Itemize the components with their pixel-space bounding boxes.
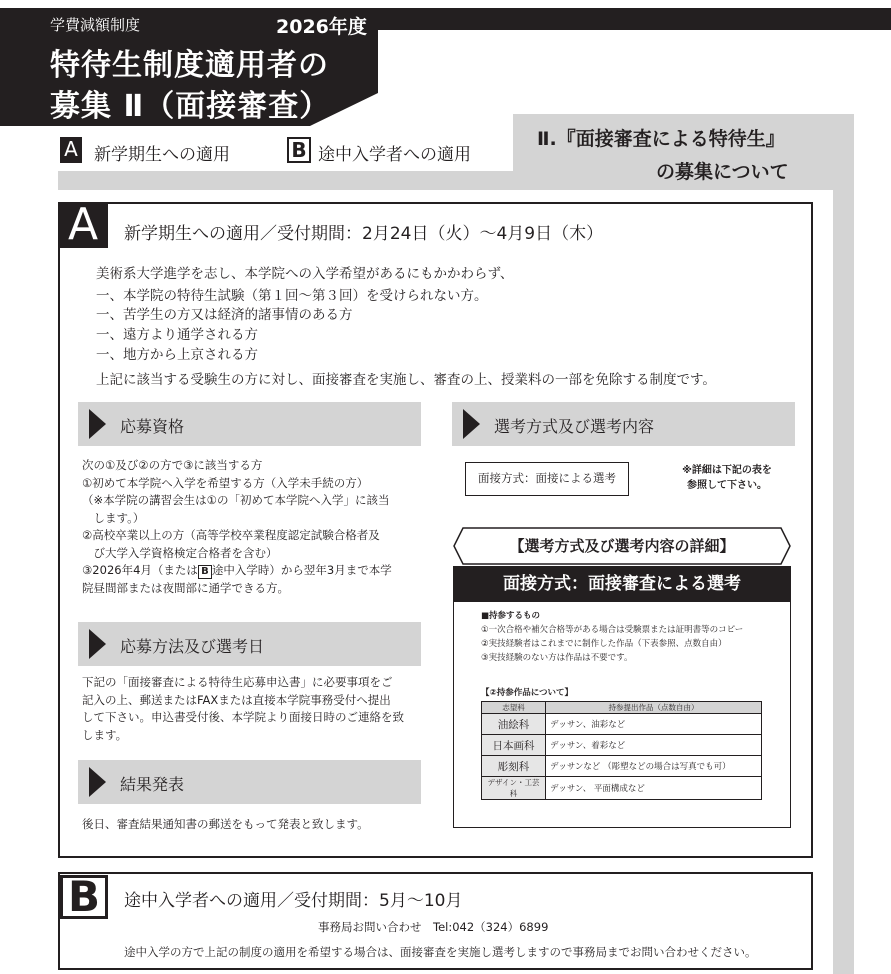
method-header [78, 622, 421, 666]
interview-method-box: 面接方式：面接による選考 [465, 462, 629, 496]
header-subtitle: 学費減額制度 [50, 16, 141, 34]
works-items: デッサン、着彩など [546, 735, 762, 756]
triangle-icon [463, 409, 480, 439]
intro-line: 美術系大学進学を志し、本学院への入学希望があるにもかかわらず、 [96, 266, 514, 282]
table-row [482, 756, 762, 777]
eligibility-line [82, 562, 422, 580]
works-table [481, 701, 762, 800]
bring-item: ③実技経験のない方は作品は不要です。 [481, 653, 633, 663]
selection-note-line: ※詳細は下記の表を [682, 465, 772, 476]
eligibility-title: 応募資格 [120, 417, 185, 436]
triangle-icon [89, 409, 106, 439]
result-header [78, 760, 421, 804]
result-title: 結果発表 [120, 775, 185, 794]
nav-a-label: 新学期生への適用 [94, 145, 230, 165]
detail-banner-title: 【選考方式及び選考内容の詳細】 [509, 537, 735, 555]
intro-line: 一、苦学生の方又は経済的諸事情のある方 [96, 307, 353, 323]
section-a-heading: 新学期生への適用／受付期間：2月24日（火）～4月9日（木） [124, 224, 604, 244]
works-table-header [482, 702, 762, 714]
table-row [482, 777, 762, 800]
works-dept: 油絵科 [482, 714, 546, 735]
section-a-badge: A [58, 202, 108, 248]
section-b-heading: 途中入学者への適用／受付期間：5月～10月 [124, 891, 463, 911]
selection-title: 選考方式及び選考内容 [494, 417, 655, 436]
works-items: デッサンなど （彫塑などの場合は写真でも可） [546, 756, 762, 777]
triangle-icon [89, 629, 106, 659]
gray-side-bar [833, 114, 854, 974]
method-line: して下さい。申込書受付後、本学院より面接日時のご連絡を致 [82, 710, 404, 724]
eligibility-line: ②高校卒業以上の方（高等学校卒業程度認定試験合格者及 [82, 528, 380, 542]
b-mini-badge: B [198, 565, 212, 579]
table-row [482, 714, 762, 735]
section2-title-line1: Ⅱ.『面接審査による特待生』 [537, 128, 785, 150]
table-row [482, 735, 762, 756]
works-title: 【②持参作品について】 [481, 688, 574, 698]
section2-title-line2: の募集について [656, 161, 789, 183]
intro-line: 一、遠方より通学される方 [96, 327, 258, 343]
eligibility-line: び大学入学資格検定合格者を含む） [82, 545, 278, 560]
works-items: デッサン、油彩など [546, 714, 762, 735]
bring-item: ②実技経験者はこれまでに制作した作品（下表参照、点数自由） [481, 639, 727, 649]
nav-b-badge: B [287, 137, 311, 163]
section-b-note: 途中入学の方で上記の制度の適用を希望する場合は、面接審査を実施し選考しますので事務局までお問い合わせください。 [124, 945, 757, 959]
eligibility-line: ①初めて本学院へ入学を希望する方（入学未手続の方） [82, 475, 369, 490]
selection-header [452, 402, 795, 446]
eligibility-line: します。） [82, 510, 145, 525]
bring-item: ①一次合格や補欠合格等がある場合は受験票または証明書等のコピー [481, 625, 744, 635]
method-line: 記入の上、郵送またはFAXまたは直接本学院事務受付へ提出 [82, 692, 391, 707]
eligibility-line: 次の①及び②の方で③に該当する方 [82, 458, 263, 472]
selection-note [672, 463, 782, 493]
intro-line: 一、本学院の特待生試験（第１回～第３回）を受けられない方。 [96, 288, 488, 304]
intro-summary: 上記に該当する受験生の方に対し、面接審査を実施し、審査の上、授業料の一部を免除する制度です。 [96, 372, 716, 388]
works-dept: 彫刻科 [482, 756, 546, 777]
method-line: 下記の「面接審査による特待生応募申込書」に必要事項をご [82, 675, 393, 689]
eligibility-line: 院昼間部または夜間部に通学できる方。 [82, 580, 289, 595]
works-items: デッサン、 平面構成など [546, 777, 762, 800]
works-col-works: 持参提出作品（点数自由） [546, 702, 762, 714]
header-year: 2026年度 [276, 16, 367, 38]
page-title-line2: 募集 Ⅱ（面接審査） [50, 89, 331, 124]
section-b-badge: B [60, 875, 108, 919]
detail-panel-title: 面接方式：面接審査による選考 [453, 566, 791, 602]
method-text [82, 674, 422, 744]
selection-note-line: 参照して下さい。 [687, 480, 767, 491]
result-text: 後日、審査結果通知書の郵送をもって発表と致します。 [82, 817, 369, 831]
triangle-icon [89, 767, 106, 797]
works-dept: デザイン・工芸科 [482, 777, 546, 800]
eligibility-line: （※本学院の講習会生は①の「初めて本学院へ入学」に該当 [82, 493, 390, 507]
eligibility-line7-post: 途中入学時）から翌年3月まで本学 [211, 563, 392, 577]
eligibility-line7-pre: ③2026年4月（または [82, 563, 198, 577]
page-title-line1: 特待生制度適用者の [50, 48, 329, 83]
bring-title: ■持参するもの [481, 611, 541, 621]
works-col-dept: 志望科 [482, 702, 546, 714]
nav-a-badge: A [60, 137, 82, 163]
eligibility-header [78, 402, 421, 446]
contact-info: 事務局お問い合わせ Tel:042（324）6899 [318, 920, 549, 934]
method-title: 応募方法及び選考日 [120, 637, 265, 656]
intro-line: 一、地方から上京される方 [96, 347, 258, 363]
works-dept: 日本画科 [482, 735, 546, 756]
method-line: します。 [82, 727, 128, 742]
bring-list [481, 609, 743, 665]
eligibility-text [82, 457, 422, 597]
nav-b-label: 途中入学者への適用 [318, 145, 471, 165]
